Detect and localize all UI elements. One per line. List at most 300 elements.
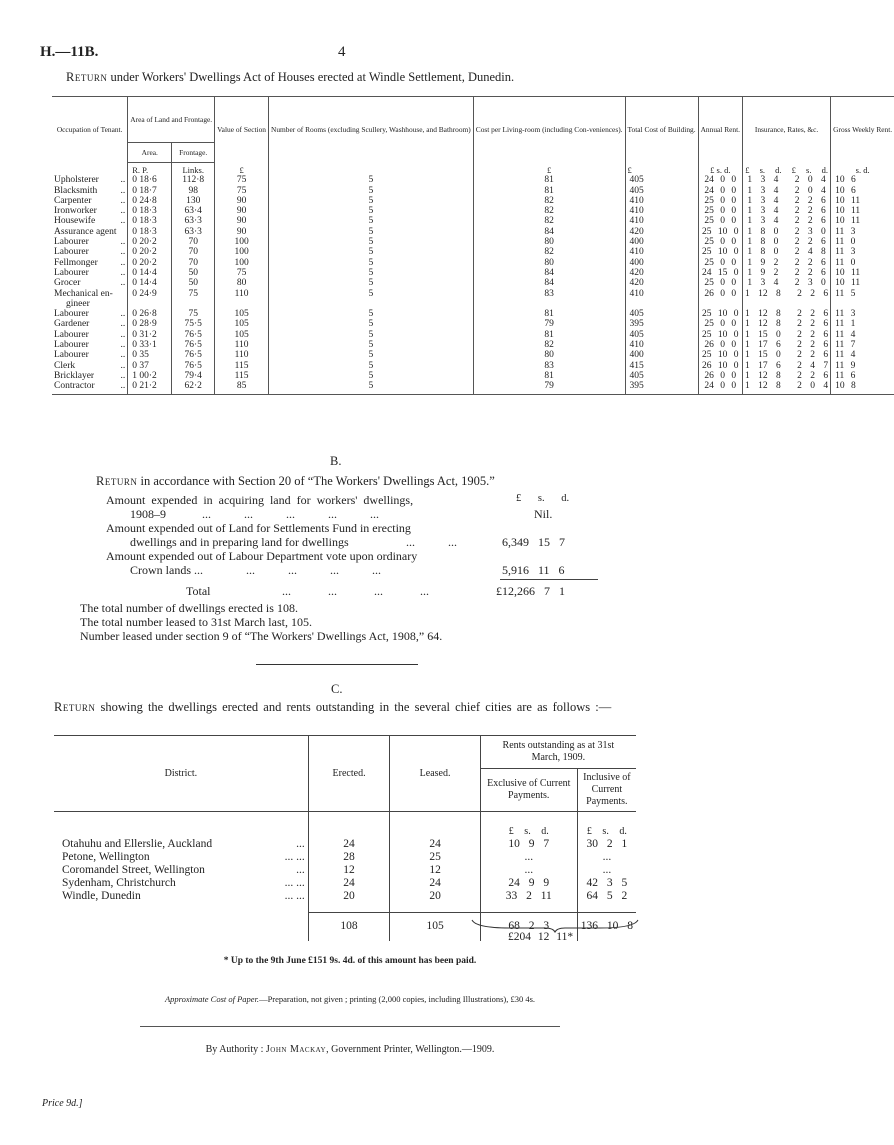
table-row bbox=[52, 206, 894, 216]
table-row bbox=[52, 247, 894, 257]
printer-authority bbox=[0, 1044, 700, 1055]
cell-rent: 25 0 0 bbox=[698, 196, 742, 206]
table-row bbox=[52, 309, 894, 319]
cell-district: Windle, Dunedin bbox=[62, 889, 141, 902]
cell-leader-dots: ... bbox=[296, 863, 305, 876]
cell-total: 400 bbox=[625, 237, 698, 247]
cell-cost: 82 bbox=[473, 216, 625, 226]
unit-ins-rates bbox=[743, 163, 831, 176]
cell-insurance: 1 3 4 bbox=[747, 185, 779, 196]
cell-rates: 2 2 6 bbox=[797, 319, 829, 330]
cell-value: 75 bbox=[215, 186, 269, 196]
cell-rates: 2 2 6 bbox=[797, 288, 829, 299]
cell-insurance: 1 12 8 bbox=[745, 370, 781, 381]
cell-cost: 81 bbox=[473, 330, 625, 340]
cell-rates: 2 4 8 bbox=[794, 247, 826, 258]
cell-insurance-rates bbox=[743, 299, 831, 309]
table-row bbox=[52, 175, 894, 185]
cell-leased: 25 bbox=[390, 851, 480, 864]
cell-insurance-rates bbox=[743, 330, 831, 340]
cell-rates: 2 2 6 bbox=[794, 216, 826, 227]
cell-occupation: Labourer bbox=[54, 237, 89, 248]
cell-weekly: 10 11 bbox=[831, 196, 894, 206]
b-total-amount: £12,266 7 1 bbox=[496, 584, 565, 598]
cell-rent: 25 10 0 bbox=[698, 350, 742, 360]
section-c-title bbox=[54, 700, 638, 714]
cell-occupation: Housewife bbox=[54, 216, 96, 227]
cell-cost: 83 bbox=[473, 361, 625, 371]
cell-occupation: Labourer bbox=[54, 329, 89, 340]
cell-insurance: 1 8 0 bbox=[747, 247, 779, 258]
cell-area: 0 28·9 bbox=[128, 319, 172, 329]
cell-area: 0 20·2 bbox=[128, 247, 172, 257]
cell-rates: 2 2 6 bbox=[797, 329, 829, 340]
cell-rates: 2 2 6 bbox=[797, 340, 829, 351]
cell-rates: 2 4 7 bbox=[797, 360, 829, 371]
cell-leader-dots: .. bbox=[120, 175, 126, 186]
section-c-title-return: Return bbox=[54, 700, 96, 714]
cell-value: 110 bbox=[215, 340, 269, 350]
cell-rates: 2 2 6 bbox=[794, 267, 826, 278]
unit-rates: £ s. d. bbox=[791, 164, 828, 175]
cell-rent: 26 0 0 bbox=[698, 371, 742, 381]
authority-post: , Government Printer, Wellington.—1909. bbox=[326, 1044, 495, 1055]
header-cost-room: Cost per Living-room (including Con-veniences). bbox=[473, 97, 625, 163]
cell-area: 0 14·4 bbox=[128, 268, 172, 278]
cell-exclusive: ... bbox=[480, 864, 577, 877]
cell-insurance-rates bbox=[743, 340, 831, 350]
cell-value: 90 bbox=[215, 227, 269, 237]
cell-insurance: 1 3 4 bbox=[747, 278, 779, 289]
cell-erected: 24 bbox=[308, 838, 390, 851]
cell-exclusive: 10 9 7 bbox=[480, 838, 577, 851]
cell-insurance-rates bbox=[743, 350, 831, 360]
cell-weekly: 10 6 bbox=[831, 186, 894, 196]
header-area: Area. bbox=[128, 143, 172, 163]
cell-exclusive: 33 2 11 bbox=[480, 890, 577, 903]
cell-insurance-rates bbox=[743, 319, 831, 329]
cell-rooms: 5 bbox=[269, 206, 474, 216]
cell-leader-dots: .. bbox=[120, 185, 126, 196]
cell-value: 75 bbox=[215, 175, 269, 185]
cell-front: 63·3 bbox=[172, 216, 215, 226]
cell-value: 100 bbox=[215, 247, 269, 257]
cell-weekly: 11 3 bbox=[831, 247, 894, 257]
cell-erected: 28 bbox=[308, 851, 390, 864]
cell-total: 395 bbox=[625, 381, 698, 391]
cell-value: 90 bbox=[215, 216, 269, 226]
cell-area: 1 00·2 bbox=[128, 371, 172, 381]
cell-weekly: 11 4 bbox=[831, 350, 894, 360]
cell-weekly: 10 11 bbox=[831, 268, 894, 278]
unit-rent: £ s. d. bbox=[698, 163, 742, 176]
b-item-3-line1: Amount expended out of Labour Department vote upon ordinary bbox=[106, 549, 418, 563]
cell-total: 405 bbox=[625, 175, 698, 185]
b-item-2 bbox=[106, 521, 636, 549]
header-district: District. bbox=[54, 736, 308, 812]
cell-cost: 81 bbox=[473, 309, 625, 319]
cell-insurance-rates bbox=[743, 206, 831, 216]
b-item-3 bbox=[106, 549, 636, 577]
cell-insurance: 1 17 6 bbox=[745, 360, 781, 371]
cell-occupation: Mechanical en- bbox=[54, 288, 113, 299]
cell-area: 0 24·9 bbox=[128, 289, 172, 299]
cell-area: 0 21·2 bbox=[128, 381, 172, 391]
cell-weekly: 11 3 bbox=[831, 227, 894, 237]
cell-area: 0 18·3 bbox=[128, 206, 172, 216]
section-c-letter: C. bbox=[331, 682, 343, 696]
cell-weekly: 11 7 bbox=[831, 340, 894, 350]
header-frontage: Frontage. bbox=[172, 143, 215, 163]
section-c-title-rest: showing the dwellings erected and rents outstanding in the several chief cities are as follows :— bbox=[100, 700, 612, 714]
section-b-letter: B. bbox=[330, 454, 342, 468]
cell-insurance-rates bbox=[743, 381, 831, 391]
cell-total: 410 bbox=[625, 206, 698, 216]
cell-rent: 26 0 0 bbox=[698, 289, 742, 299]
cell-area: 0 18·7 bbox=[128, 186, 172, 196]
b-notes bbox=[80, 601, 442, 643]
cell-total: 395 bbox=[625, 319, 698, 329]
cell-front: 130 bbox=[172, 196, 215, 206]
cell-leased: 12 bbox=[390, 864, 480, 877]
cell-insurance: 1 3 4 bbox=[747, 175, 779, 186]
b-item-1-amount: Nil. bbox=[534, 507, 553, 521]
cell-leader-dots: .. bbox=[120, 195, 126, 206]
cell-occupation: Labourer bbox=[54, 350, 89, 361]
cell-rent: 25 0 0 bbox=[698, 237, 742, 247]
table-row bbox=[52, 216, 894, 226]
cell-leader-dots: .. bbox=[120, 216, 126, 227]
c-unit-excl: £ s. d. bbox=[480, 812, 577, 838]
cell-inclusive: ... bbox=[577, 851, 636, 864]
cell-cost: 82 bbox=[473, 206, 625, 216]
b-item-2-line2: dwellings and in preparing land for dwellings bbox=[130, 535, 349, 549]
b-item-1-line2-wrap bbox=[106, 507, 636, 521]
table-row bbox=[52, 330, 894, 340]
cell-rent: 25 0 0 bbox=[698, 258, 742, 268]
cell-area: 0 37 bbox=[128, 361, 172, 371]
cell-leader-dots: .. bbox=[120, 350, 126, 361]
cell-occupation: Labourer bbox=[54, 340, 89, 351]
b-note-1: The total number of dwellings erected is 108. bbox=[80, 601, 298, 615]
cell-front: 75 bbox=[172, 289, 215, 299]
cell-area: 0 35 bbox=[128, 350, 172, 360]
cell-insurance: 1 3 4 bbox=[747, 195, 779, 206]
cell-occupation: Assurance agent bbox=[54, 226, 117, 237]
cell-occupation: Fellmonger bbox=[54, 257, 98, 268]
authority-pre: By Authority : bbox=[205, 1044, 264, 1055]
cell-weekly: 10 11 bbox=[831, 216, 894, 226]
section-b-title-rest: in accordance with Section 20 of “The Workers' Dwellings Act, 1905.” bbox=[140, 474, 495, 488]
cell-insurance: 1 12 8 bbox=[745, 319, 781, 330]
cell-weekly: 10 11 bbox=[831, 206, 894, 216]
table-row bbox=[54, 851, 636, 864]
b-item-1 bbox=[106, 493, 636, 521]
cell-value: 115 bbox=[215, 361, 269, 371]
cell-rooms: 5 bbox=[269, 309, 474, 319]
section-a-title bbox=[66, 70, 514, 85]
cell-front: 63·4 bbox=[172, 206, 215, 216]
cell-rooms: 5 bbox=[269, 216, 474, 226]
table-row bbox=[52, 237, 894, 247]
cell-value: 100 bbox=[215, 237, 269, 247]
cell-insurance: 1 15 0 bbox=[745, 350, 781, 361]
cell-insurance-rates bbox=[743, 278, 831, 288]
cell-leader-dots: .. bbox=[120, 267, 126, 278]
cell-rent: 24 0 0 bbox=[698, 186, 742, 196]
header-insurance: Insurance, Rates, &c. bbox=[743, 97, 831, 163]
cell-rent: 25 10 0 bbox=[698, 247, 742, 257]
cell-rooms: 5 bbox=[269, 258, 474, 268]
b-item-2-amount: 6,349 15 7 bbox=[502, 535, 565, 549]
cell-rooms: 5 bbox=[269, 186, 474, 196]
cell-district: Otahuhu and Ellerslie, Auckland bbox=[62, 837, 213, 850]
cell-occupation: Upholsterer bbox=[54, 175, 99, 186]
cell-rooms: 5 bbox=[269, 381, 474, 391]
cell-front bbox=[172, 299, 215, 309]
cell-weekly: 10 6 bbox=[831, 175, 894, 185]
cell-insurance: 1 17 6 bbox=[745, 340, 781, 351]
section-divider bbox=[256, 664, 418, 665]
cell-insurance: 1 12 8 bbox=[745, 309, 781, 320]
unit-total: £ bbox=[625, 163, 698, 176]
c-units-row bbox=[54, 812, 636, 838]
page-ref: H.—11B. bbox=[40, 44, 99, 60]
cell-total bbox=[625, 299, 698, 309]
cell-erected: 20 bbox=[308, 890, 390, 903]
cell-insurance: 1 12 8 bbox=[745, 288, 781, 299]
table-row bbox=[52, 299, 894, 309]
cell-leader-dots: .. bbox=[120, 381, 126, 392]
cell-value: 115 bbox=[215, 371, 269, 381]
cell-inclusive: 30 2 1 bbox=[577, 838, 636, 851]
paper-cost-note bbox=[0, 994, 700, 1004]
cell-front: 62·2 bbox=[172, 381, 215, 391]
cell-rooms: 5 bbox=[269, 330, 474, 340]
cell-area: 0 20·2 bbox=[128, 237, 172, 247]
cell-insurance-rates bbox=[743, 309, 831, 319]
cell-weekly: 11 6 bbox=[831, 371, 894, 381]
cell-leader-dots: ... ... bbox=[284, 876, 305, 889]
cell-leased: 24 bbox=[390, 838, 480, 851]
cell-value: 105 bbox=[215, 309, 269, 319]
table-row bbox=[54, 838, 636, 851]
cell-value: 80 bbox=[215, 278, 269, 288]
cell-leader-dots bbox=[119, 289, 128, 299]
cell-cost: 81 bbox=[473, 371, 625, 381]
cell-weekly: 11 9 bbox=[831, 361, 894, 371]
b-item-2-line1: Amount expended out of Land for Settlements Fund in erecting bbox=[106, 521, 411, 535]
cell-occupation: Labourer bbox=[54, 247, 89, 258]
cell-value: 105 bbox=[215, 319, 269, 329]
section-b-title bbox=[96, 474, 495, 489]
header-total-cost: Total Cost of Building. bbox=[625, 97, 698, 163]
cell-rates: 2 2 6 bbox=[797, 370, 829, 381]
cell-total: 420 bbox=[625, 278, 698, 288]
table-row bbox=[52, 361, 894, 371]
b-item-2-leaders: ... ... bbox=[406, 535, 457, 549]
cell-cost bbox=[473, 299, 625, 309]
cell-leader-dots: ... ... bbox=[284, 889, 305, 902]
cell-value: 100 bbox=[215, 258, 269, 268]
cell-total: 410 bbox=[625, 216, 698, 226]
cell-occupation: Labourer bbox=[54, 309, 89, 320]
cell-rooms: 5 bbox=[269, 175, 474, 185]
table-row bbox=[52, 289, 894, 299]
table-row bbox=[52, 350, 894, 360]
cell-occupation: Gardener bbox=[54, 319, 90, 330]
cell-occupation: Contractor bbox=[54, 381, 95, 392]
table-row bbox=[52, 227, 894, 237]
c-footnote: * Up to the 9th June £151 9s. 4d. of this amount has been paid. bbox=[223, 956, 477, 966]
cell-leader-dots: .. bbox=[120, 309, 126, 320]
cell-cost: 82 bbox=[473, 247, 625, 257]
cell-district: Petone, Wellington bbox=[62, 850, 150, 863]
dwellings-rents-table bbox=[54, 735, 636, 941]
cell-total: 410 bbox=[625, 247, 698, 257]
header-occupation: Occupation of Tenant. bbox=[56, 124, 123, 134]
b-note-3: Number leased under section 9 of “The Workers' Dwellings Act, 1908,” 64. bbox=[80, 629, 443, 643]
cell-leader-dots: ... bbox=[296, 837, 305, 850]
cell-rooms: 5 bbox=[269, 196, 474, 206]
table-row bbox=[52, 340, 894, 350]
cell-front: 76·5 bbox=[172, 330, 215, 340]
b-item-2-line2-wrap bbox=[106, 535, 636, 549]
cell-front: 76·5 bbox=[172, 361, 215, 371]
cell-rent: 25 0 0 bbox=[698, 216, 742, 226]
table-spacer-row bbox=[52, 392, 894, 395]
cell-insurance: 1 12 8 bbox=[745, 381, 781, 392]
cell-insurance: 1 3 4 bbox=[747, 216, 779, 227]
cell-insurance-rates bbox=[743, 371, 831, 381]
table-row bbox=[52, 371, 894, 381]
cell-value bbox=[215, 299, 269, 309]
table-row bbox=[52, 381, 894, 391]
header-value: Value of Section bbox=[215, 97, 269, 163]
cell-rent: 25 10 0 bbox=[698, 227, 742, 237]
b-item-3-leaders: ... ... ... ... bbox=[246, 563, 381, 577]
b-item-1-leaders: ... ... ... ... ... bbox=[202, 507, 379, 521]
cell-insurance-rates bbox=[743, 196, 831, 206]
header-exclusive: Exclusive of Current Payments. bbox=[480, 769, 577, 812]
cell-total-erected: 108 bbox=[308, 913, 390, 941]
cell-rent: 24 0 0 bbox=[698, 175, 742, 185]
cell-total: 400 bbox=[625, 258, 698, 268]
cell-leader-dots bbox=[119, 299, 128, 309]
unit-weekly: s. d. bbox=[831, 163, 894, 176]
section-a-title-return: Return bbox=[66, 70, 108, 84]
section-b-currency: £ s. d. bbox=[516, 493, 570, 504]
cell-occupation: Bricklayer bbox=[54, 370, 95, 381]
cell-front: 112·8 bbox=[172, 175, 215, 185]
cell-cost: 81 bbox=[473, 175, 625, 185]
cell-rent: 26 10 0 bbox=[698, 361, 742, 371]
cell-rent: 24 15 0 bbox=[698, 268, 742, 278]
cell-value: 110 bbox=[215, 350, 269, 360]
cell-occupation: Blacksmith bbox=[54, 185, 98, 196]
unit-value: £ bbox=[215, 163, 269, 176]
header-weekly-rent: Gross Weekly Rent. bbox=[831, 97, 894, 163]
cell-insurance: 1 9 2 bbox=[747, 267, 779, 278]
cell-rates: 2 2 6 bbox=[797, 350, 829, 361]
header-erected: Erected. bbox=[308, 736, 390, 812]
cell-insurance: 1 3 4 bbox=[747, 206, 779, 217]
section-a-title-rest: under Workers' Dwellings Act of Houses erected at Windle Settlement, Dunedin. bbox=[110, 70, 515, 84]
cell-front: 76·5 bbox=[172, 340, 215, 350]
printer-name: John Mackay bbox=[265, 1044, 327, 1055]
cell-total: 400 bbox=[625, 350, 698, 360]
cell-rent: 25 0 0 bbox=[698, 319, 742, 329]
cell-rent: 25 0 0 bbox=[698, 278, 742, 288]
cell-erected: 24 bbox=[308, 877, 390, 890]
cell-total: 405 bbox=[625, 309, 698, 319]
cell-rates: 2 2 6 bbox=[794, 257, 826, 268]
cell-weekly: 11 1 bbox=[831, 319, 894, 329]
unit-area: R. P. bbox=[128, 163, 172, 176]
cell-leader-dots: .. bbox=[120, 360, 126, 371]
cell-area: 0 18·6 bbox=[128, 175, 172, 185]
cell-area: 0 24·8 bbox=[128, 196, 172, 206]
cell-cost: 81 bbox=[473, 186, 625, 196]
cell-leased: 20 bbox=[390, 890, 480, 903]
cell-cost: 82 bbox=[473, 340, 625, 350]
table-row bbox=[52, 319, 894, 329]
c-grand-total-brace bbox=[470, 918, 640, 932]
cell-leader-dots: .. bbox=[120, 237, 126, 248]
c-unit-incl: £ s. d. bbox=[577, 812, 636, 838]
cell-cost: 79 bbox=[473, 319, 625, 329]
cell-rooms: 5 bbox=[269, 237, 474, 247]
table-row bbox=[52, 268, 894, 278]
cell-front: 75·5 bbox=[172, 319, 215, 329]
unit-frontage: Links. bbox=[172, 163, 215, 176]
table-row bbox=[52, 196, 894, 206]
cell-rent: 25 10 0 bbox=[698, 330, 742, 340]
cell-cost: 84 bbox=[473, 268, 625, 278]
cell-rates: 2 2 6 bbox=[797, 309, 829, 320]
cell-weekly: 10 11 bbox=[831, 278, 894, 288]
cell-leader-dots: .. bbox=[120, 278, 126, 289]
cell-leader-dots: .. bbox=[120, 319, 126, 330]
cell-rates: 2 2 6 bbox=[794, 206, 826, 217]
cell-leader-dots: .. bbox=[120, 257, 126, 268]
cell-cost: 84 bbox=[473, 278, 625, 288]
b-total-leaders: ... ... ... ... bbox=[282, 584, 429, 598]
cell-insurance: 1 15 0 bbox=[745, 329, 781, 340]
cell-cost: 80 bbox=[473, 258, 625, 268]
b-item-3-amount: 5,916 11 6 bbox=[502, 563, 565, 577]
cell-total-leased: 105 bbox=[390, 913, 480, 941]
cell-leader-dots: .. bbox=[120, 329, 126, 340]
cell-insurance-rates bbox=[743, 216, 831, 226]
cell-erected: 12 bbox=[308, 864, 390, 877]
cell-front: 98 bbox=[172, 186, 215, 196]
cell-leader-dots: .. bbox=[120, 206, 126, 217]
cell-leader-dots: .. bbox=[120, 340, 126, 351]
cell-area: 0 33·1 bbox=[128, 340, 172, 350]
b-item-1-line2: 1908–9 bbox=[130, 507, 166, 521]
cell-rooms: 5 bbox=[269, 268, 474, 278]
cell-leader-dots bbox=[119, 227, 128, 237]
cell-weekly: 11 0 bbox=[831, 258, 894, 268]
cell-value: 90 bbox=[215, 206, 269, 216]
table-row bbox=[54, 877, 636, 890]
table-row bbox=[52, 186, 894, 196]
cell-occupation: Ironworker bbox=[54, 206, 97, 217]
cell-front: 50 bbox=[172, 278, 215, 288]
b-total-rule bbox=[500, 579, 598, 580]
cell-value: 90 bbox=[215, 196, 269, 206]
